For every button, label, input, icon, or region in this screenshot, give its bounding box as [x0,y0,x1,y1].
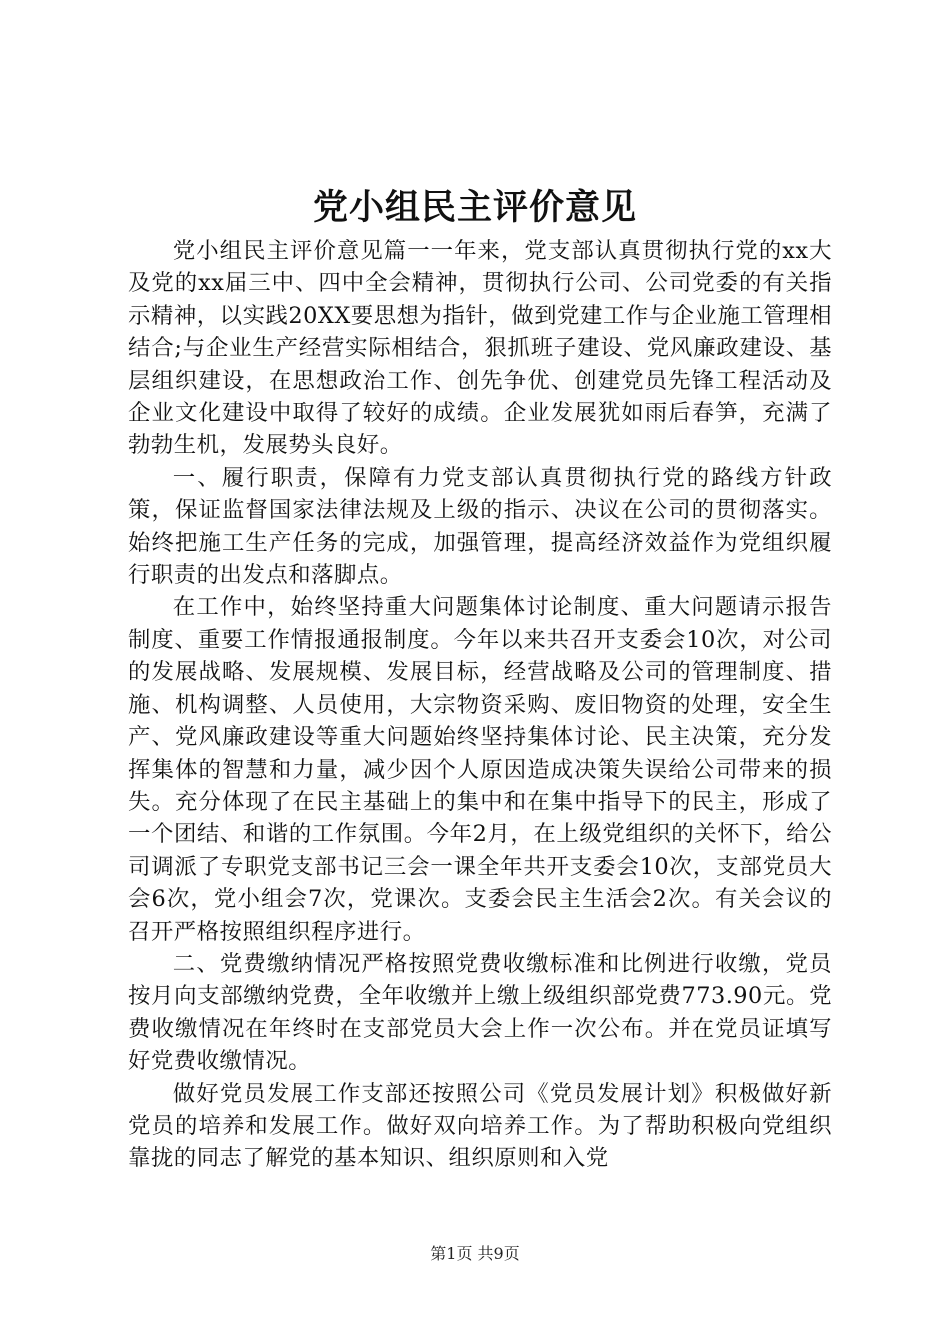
document-body [128,235,832,1175]
paragraph-member-development: 做好党员发展工作支部还按照公司《党员发展计划》积极做好新党员的培养和发展工作。做好双向培养工作。为了帮助积极向党组织靠拢的同志了解党的基本知识、组织原则和入党 [128,1080,832,1172]
document-title: 党小组民主评价意见 [312,187,637,228]
paragraph-party-dues: 二、党费缴纳情况严格按照党费收缴标准和比例进行收缴，党员按月向支部缴纳党费，全年收缴并上缴上级组织部党费773.90元。党费收缴情况在年终时在支部党员大会上作一次公布。并在党员证填写好党费收缴情况。 [128,950,832,1075]
paragraph-intro: 党小组民主评价意见篇一一年来，党支部认真贯彻执行党的xx大及党的xx届三中、四中全会精神，贯彻执行公司、公司党委的有关指示精神，以实践20XX要思想为指针，做到党建工作与企业施工管理相结合;与企业生产经营实际相结合，狠抓班子建设、党风廉政建设、基层组织建设，在思想政治工作、创先争优、创建党员先锋工程活动及企业文化建设中取得了较好的成绩。企业发展犹如雨后春笋，充满了勃勃生机，发展势头良好。 [128,238,832,459]
page-number-footer: 第1页 共9页 [430,1244,520,1263]
paragraph-duties: 一、履行职责，保障有力党支部认真贯彻执行党的路线方针政策，保证监督国家法律法规及上级的指示、决议在公司的贯彻落实。始终把施工生产任务的完成，加强管理，提高经济效益作为党组织履行职责的出发点和落脚点。 [128,464,832,589]
paragraph-work: 在工作中，始终坚持重大问题集体讨论制度、重大问题请示报告制度、重要工作情报通报制度。今年以来共召开支委会10次，对公司的发展战略、发展规模、发展目标，经营战略及公司的管理制度、措施、机构调整、人员使用，大宗物资采购、废旧物资的处理，安全生产、党风廉政建设等重大问题始终坚持集体讨论、民主决策，充分发挥集体的智慧和力量，减少因个人原因造成决策失误给公司带来的损失。充分体现了在民主基础上的集中和在集中指导下的民主，形成了一个团结、和谐的工作氛围。今年2月，在上级党组织的关怀下，给公司调派了专职党支部书记三会一课全年共开支委会10次，支部党员大会6次，党小组会7次，党课次。支委会民主生活会2次。有关会议的召开严格按照组织程序进行。 [128,594,832,945]
